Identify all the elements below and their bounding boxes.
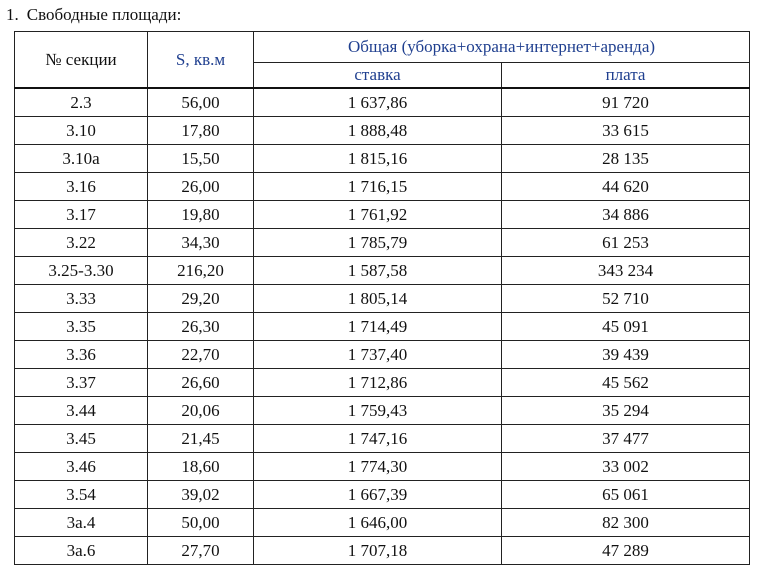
table-row (15, 88, 750, 117)
cell-section: 3.46 (15, 453, 148, 481)
cell-area: 29,20 (148, 285, 254, 313)
table-row (15, 537, 750, 565)
cell-area: 26,60 (148, 369, 254, 397)
cell-payment: 61 253 (502, 229, 750, 257)
table-row (15, 481, 750, 509)
table-row (15, 145, 750, 173)
cell-rate: 1 815,16 (254, 145, 502, 173)
section-number: 1. (6, 5, 19, 24)
table-row (15, 257, 750, 285)
table-row (15, 313, 750, 341)
cell-area: 26,30 (148, 313, 254, 341)
cell-rate: 1 646,00 (254, 509, 502, 537)
cell-rate: 1 759,43 (254, 397, 502, 425)
cell-rate: 1 761,92 (254, 201, 502, 229)
cell-payment: 37 477 (502, 425, 750, 453)
cell-area: 21,45 (148, 425, 254, 453)
cell-section: 3.44 (15, 397, 148, 425)
cell-payment: 45 091 (502, 313, 750, 341)
cell-rate: 1 667,39 (254, 481, 502, 509)
cell-rate: 1 805,14 (254, 285, 502, 313)
cell-section: 3a.4 (15, 509, 148, 537)
cell-section: 3.25-3.30 (15, 257, 148, 285)
cell-rate: 1 747,16 (254, 425, 502, 453)
table-row (15, 453, 750, 481)
cell-area: 20,06 (148, 397, 254, 425)
cell-rate: 1 637,86 (254, 88, 502, 117)
table-row (15, 509, 750, 537)
cell-rate: 1 587,58 (254, 257, 502, 285)
table-row (15, 201, 750, 229)
cell-rate: 1 774,30 (254, 453, 502, 481)
cell-payment: 44 620 (502, 173, 750, 201)
cell-section: 3.36 (15, 341, 148, 369)
table-row (15, 341, 750, 369)
cell-area: 17,80 (148, 117, 254, 145)
table-row (15, 397, 750, 425)
free-areas-table (14, 31, 750, 565)
cell-payment: 39 439 (502, 341, 750, 369)
cell-payment: 47 289 (502, 537, 750, 565)
table-row (15, 229, 750, 257)
cell-area: 216,20 (148, 257, 254, 285)
cell-payment: 34 886 (502, 201, 750, 229)
cell-rate: 1 714,49 (254, 313, 502, 341)
table-row (15, 285, 750, 313)
cell-payment: 52 710 (502, 285, 750, 313)
cell-rate: 1 737,40 (254, 341, 502, 369)
section-heading (6, 4, 181, 26)
cell-section: 3.10 (15, 117, 148, 145)
cell-area: 15,50 (148, 145, 254, 173)
cell-section: 3.54 (15, 481, 148, 509)
header-payment: плата (502, 63, 750, 89)
cell-area: 26,00 (148, 173, 254, 201)
cell-payment: 35 294 (502, 397, 750, 425)
cell-rate: 1 888,48 (254, 117, 502, 145)
cell-area: 18,60 (148, 453, 254, 481)
cell-payment: 45 562 (502, 369, 750, 397)
cell-rate: 1 716,15 (254, 173, 502, 201)
cell-section: 3.45 (15, 425, 148, 453)
cell-section: 3.17 (15, 201, 148, 229)
cell-payment: 33 615 (502, 117, 750, 145)
table-row (15, 369, 750, 397)
cell-area: 27,70 (148, 537, 254, 565)
table-row (15, 173, 750, 201)
cell-section: 3.10a (15, 145, 148, 173)
cell-area: 56,00 (148, 88, 254, 117)
cell-section: 3.37 (15, 369, 148, 397)
section-title: Свободные площади: (26, 5, 182, 24)
cell-payment: 65 061 (502, 481, 750, 509)
table-row (15, 425, 750, 453)
header-row-top (15, 32, 750, 63)
cell-section: 3.35 (15, 313, 148, 341)
cell-payment: 82 300 (502, 509, 750, 537)
cell-area: 34,30 (148, 229, 254, 257)
header-area: S, кв.м (148, 32, 254, 89)
cell-payment: 28 135 (502, 145, 750, 173)
cell-area: 39,02 (148, 481, 254, 509)
cell-section: 3.22 (15, 229, 148, 257)
table-body (15, 88, 750, 565)
cell-payment: 91 720 (502, 88, 750, 117)
cell-area: 19,80 (148, 201, 254, 229)
table-row (15, 117, 750, 145)
cell-rate: 1 712,86 (254, 369, 502, 397)
cell-area: 50,00 (148, 509, 254, 537)
cell-rate: 1 785,79 (254, 229, 502, 257)
header-group: Общая (уборка+охрана+интернет+аренда) (254, 32, 750, 63)
cell-section: 3.16 (15, 173, 148, 201)
header-rate: ставка (254, 63, 502, 89)
cell-rate: 1 707,18 (254, 537, 502, 565)
cell-payment: 33 002 (502, 453, 750, 481)
cell-payment: 343 234 (502, 257, 750, 285)
cell-area: 22,70 (148, 341, 254, 369)
cell-section: 2.3 (15, 88, 148, 117)
header-section-no: № секции (15, 32, 148, 89)
cell-section: 3a.6 (15, 537, 148, 565)
cell-section: 3.33 (15, 285, 148, 313)
